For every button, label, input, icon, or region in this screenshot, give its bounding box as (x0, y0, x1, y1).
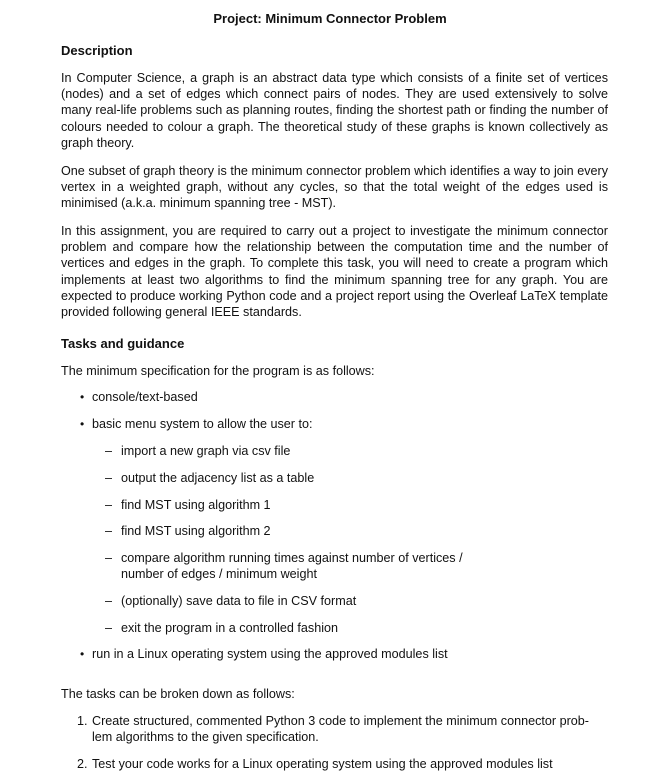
subitem-import-graph: import a new graph via csv file (121, 444, 291, 458)
dash-marker: – (105, 444, 113, 458)
subitem-adjacency-list: output the adjacency list as a table (121, 471, 315, 485)
dash-marker: – (105, 498, 113, 512)
bullet-menu-system: basic menu system to allow the user to: (92, 417, 313, 431)
description-paragraph-2: One subset of graph theory is the minimum connector problem which identifies a way to join every vertex in a weighted graph, without any cycles, so that the total weight of the edges used is minimised (a.k.a. minimum spanning tree - MST). (61, 164, 608, 211)
subitem-exit-program: exit the program in a controlled fashion (121, 621, 339, 635)
dash-marker: – (105, 594, 113, 608)
numbered-item-1: Create structured, commented Python 3 code to implement the minimum connector prob- (92, 714, 589, 728)
numbered-item-1-cont: lem algorithms to the given specification. (92, 730, 319, 744)
subitem-save-csv: (optionally) save data to file in CSV format (121, 594, 357, 608)
bullet-marker: • (80, 647, 85, 661)
numbered-item-2: Test your code works for a Linux operating system using the approved modules list (92, 757, 553, 771)
dash-marker: – (105, 621, 113, 635)
dash-marker: – (105, 551, 113, 565)
numbered-marker-1: 1. (77, 714, 88, 728)
subitem-mst-algorithm-2: find MST using algorithm 2 (121, 524, 271, 538)
subitem-compare-running-times-cont: number of edges / minimum weight (121, 567, 317, 581)
subitem-compare-running-times: compare algorithm running times against number of vertices / (121, 551, 463, 565)
description-paragraph-1: In Computer Science, a graph is an abstract data type which consists of a finite set of vertices (nodes) and a set of edges which connect pairs of nodes. They are used extensively to solve many real-life problems such as planning routes, finding the shortest path or finding the number of colours needed to colour a graph. The theoretical study of these graphs is known collectively as graph theory. (61, 71, 608, 150)
tasks-breakdown-intro: The tasks can be broken down as follows: (61, 687, 295, 701)
description-paragraph-3: In this assignment, you are required to carry out a project to investigate the minimum connector problem and compare how the relationship between the computation time and the number of vertices and edges in the graph. To complete this task, you will need to create a program which implements at least two algorithms to find the minimum spanning tree for any graph. You are expected to produce working Python code and a project report using the Overleaf LaTeX template provided following general IEEE standards. (61, 224, 608, 320)
dash-marker: – (105, 524, 113, 538)
bullet-linux-os: run in a Linux operating system using the approved modules list (92, 647, 448, 661)
description-heading: Description (61, 43, 133, 58)
subitem-mst-algorithm-1: find MST using algorithm 1 (121, 498, 271, 512)
bullet-console-text: console/text-based (92, 390, 198, 404)
tasks-heading: Tasks and guidance (61, 336, 185, 351)
numbered-marker-2: 2. (77, 757, 88, 771)
dash-marker: – (105, 471, 113, 485)
bullet-marker: • (80, 390, 85, 404)
document-title: Project: Minimum Connector Problem (213, 11, 447, 26)
tasks-intro: The minimum specification for the program is as follows: (61, 364, 375, 378)
bullet-marker: • (80, 417, 85, 431)
